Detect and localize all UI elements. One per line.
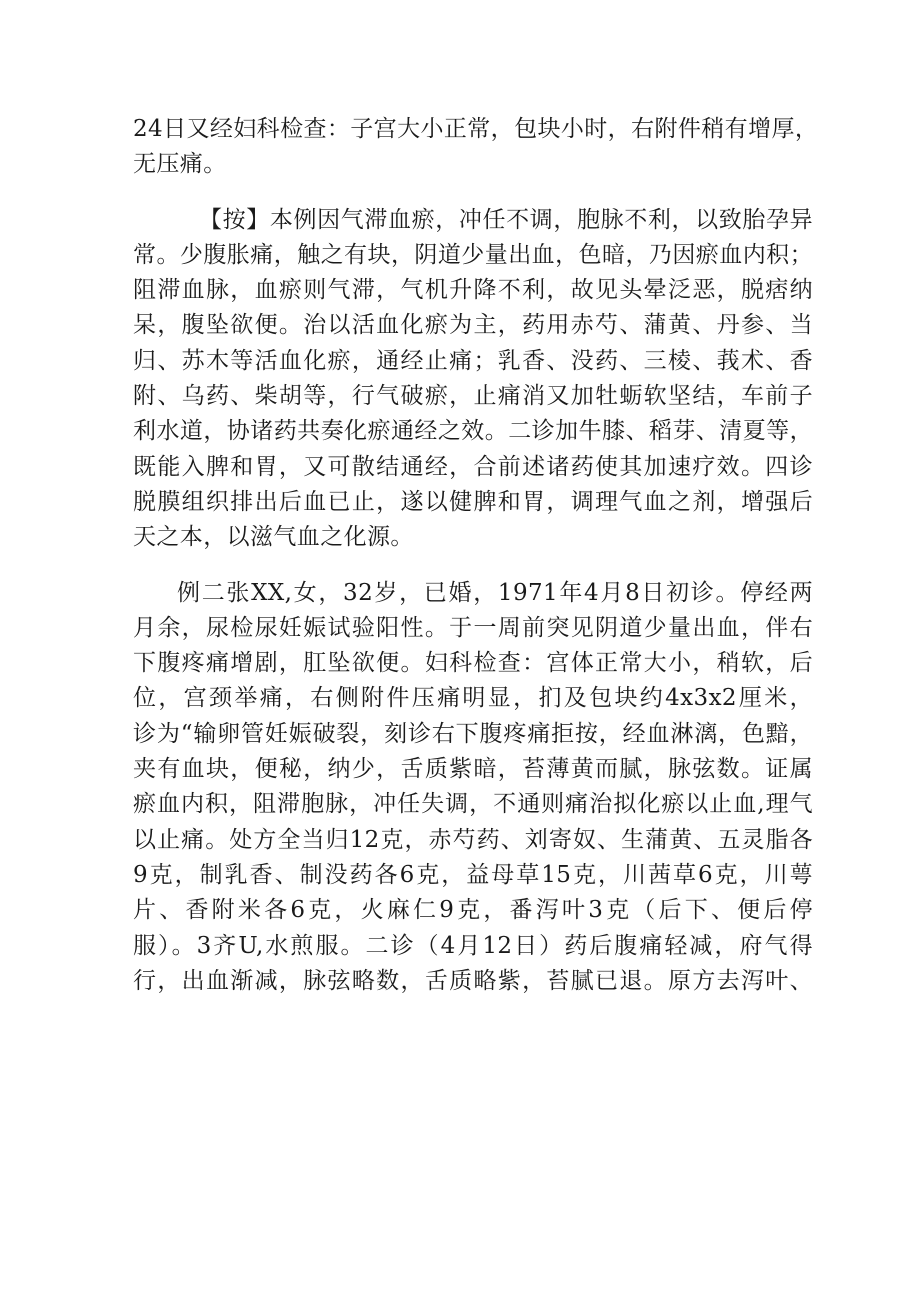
text-line: 行，出血渐减，脉弦略数，舌质略紫，苔腻已退。原方去泻叶、 <box>133 967 813 994</box>
paragraph-3 <box>133 576 813 1000</box>
text-line: 瘀血内积，阻滞胞脉，冲任失调，不通则痛治拟化瘀以止血,理气 <box>133 791 813 818</box>
text-line: 例二张XX,女，32岁，已婚，1971年4月8日初诊。停经两 <box>177 579 813 606</box>
text-line: 位，宫颈举痛，右侧附件压痛明显，扪及包块约4x3x2厘米， <box>133 685 813 712</box>
text-line: 常。少腹胀痛，触之有块，阴道少量出血，色暗，乃因瘀血内积； <box>133 241 813 268</box>
text-line: 无压痛。 <box>133 151 227 178</box>
text-line: 以止痛。处方全当归12克，赤芍药、刘寄奴、生蒲黄、五灵脂各 <box>133 826 813 853</box>
text-line: 9克，制乳香、制没药各6克，益母草15克，川茜草6克，川萼 <box>133 861 813 888</box>
text-line: 诊为“输卵管妊娠破裂，刻诊右下腹疼痛拒按，经血淋漓，色黯， <box>133 720 813 747</box>
text-line: 月余，尿检尿妊娠试验阳性。于一周前突见阴道少量出血，伴右 <box>133 614 813 641</box>
paragraph-2 <box>133 203 813 556</box>
text-line: 归、苏木等活血化瘀，通经止痛；乳香、没药、三棱、莪术、香 <box>133 347 813 374</box>
text-line: 附、乌药、柴胡等，行气破瘀，止痛消又加牡蛎软坚结，车前子 <box>133 383 813 410</box>
text-line: 阻滞血脉，血瘀则气滞，气机升降不利，故见头晕泛恶，脱痞纳 <box>133 277 813 304</box>
text-line: 夹有血块，便秘，纳少，舌质紫暗，苔薄黄而腻，脉弦数。证属 <box>133 756 813 783</box>
text-line: 服）。3齐U,水煎服。二诊（4月12日）药后腹痛轻减，府气得 <box>133 932 813 959</box>
text-line: 下腹疼痛增剧，肛坠欲便。妇科检查：宫体正常大小，稍软，后 <box>133 650 813 677</box>
document-body <box>133 112 819 999</box>
text-line: 利水道，协诸药共奏化瘀通经之效。二诊加牛膝、稻芽、清夏等， <box>133 418 813 445</box>
text-line: 呆，腹坠欲便。治以活血化瘀为主，药用赤芍、蒲黄、丹参、当 <box>133 312 813 339</box>
text-line: 既能入脾和胃，又可散结通经，合前述诸药使其加速疗效。四诊 <box>133 453 813 480</box>
text-line: 脱膜组织排出后血已止，遂以健脾和胃，调理气血之剂，增强后 <box>133 488 813 515</box>
paragraph-1 <box>133 112 819 183</box>
text-line: 天之本，以滋气血之化源。 <box>133 524 414 551</box>
text-line: 24日又经妇科检查：子宫大小正常，包块小时，右附件稍有增厚， <box>133 116 819 142</box>
text-line: 【按】本例因气滞血瘀，冲任不调，胞脉不利，以致胎孕异 <box>199 206 813 233</box>
text-line: 片、香附米各6克，火麻仁9克，番泻叶3克（后下、便后停 <box>133 897 813 924</box>
